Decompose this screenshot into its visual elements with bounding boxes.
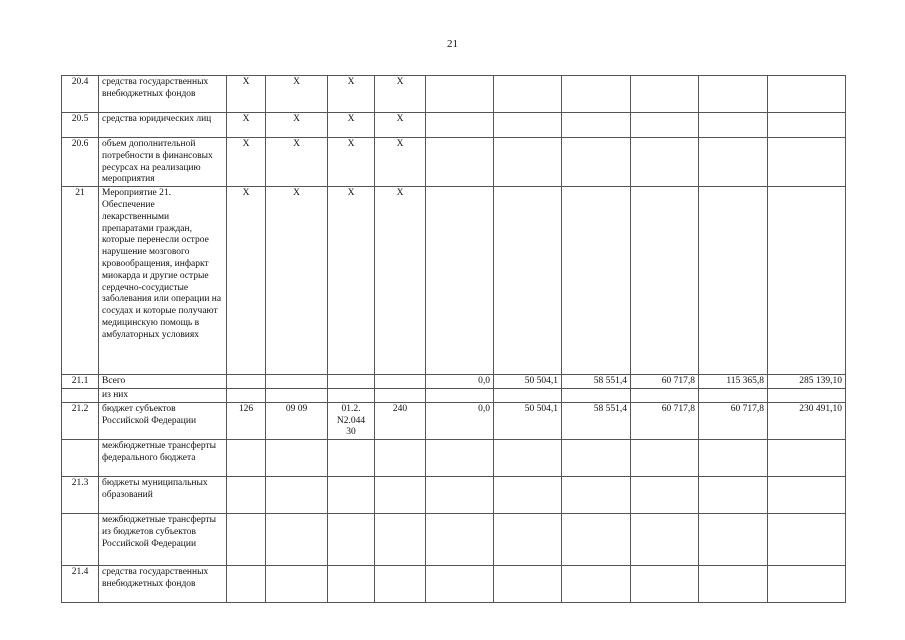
- page-number: 21: [447, 38, 458, 50]
- value-cell: [631, 566, 699, 603]
- code-cell: [227, 477, 266, 514]
- code-cell: [266, 477, 328, 514]
- value-cell: [631, 138, 699, 187]
- value-cell: [768, 187, 846, 375]
- table-row: [62, 187, 846, 375]
- row-number-cell: 20.5: [62, 113, 99, 138]
- table-row: [62, 388, 846, 402]
- table-row: [62, 113, 846, 138]
- value-cell: [494, 388, 562, 402]
- table-row: [62, 566, 846, 603]
- value-cell: [562, 514, 631, 566]
- value-cell: [699, 138, 768, 187]
- row-number-cell: [62, 440, 99, 477]
- table-row: [62, 440, 846, 477]
- code-cell: X: [266, 76, 328, 113]
- code-cell: [375, 375, 426, 389]
- code-cell: [375, 440, 426, 477]
- value-cell: [562, 187, 631, 375]
- value-cell: [631, 187, 699, 375]
- code-cell: X: [328, 113, 375, 138]
- row-name-cell: средства юридических лиц: [99, 113, 227, 138]
- code-cell: X: [328, 138, 375, 187]
- value-cell: [631, 388, 699, 402]
- code-cell: X: [375, 113, 426, 138]
- code-cell: [328, 388, 375, 402]
- table-row: [62, 514, 846, 566]
- value-cell: [699, 113, 768, 138]
- row-number-cell: [62, 514, 99, 566]
- value-cell: [699, 388, 768, 402]
- value-cell: [768, 514, 846, 566]
- code-cell: [328, 477, 375, 514]
- code-cell: [375, 477, 426, 514]
- value-cell: [426, 187, 494, 375]
- code-cell: X: [266, 113, 328, 138]
- code-cell: X: [266, 138, 328, 187]
- table-row: [62, 138, 846, 187]
- value-cell: [426, 477, 494, 514]
- value-cell: [494, 138, 562, 187]
- code-cell: X: [328, 76, 375, 113]
- value-cell: [426, 440, 494, 477]
- value-cell: [562, 138, 631, 187]
- code-cell: [227, 514, 266, 566]
- code-cell: [227, 440, 266, 477]
- row-name-cell: Мероприятие 21. Обеспечение лекарственными препаратами граждан, которые перенесли острое нарушение мозгового кровообращения, инфаркт миокарда и другие острые сердечно-сосудистые заболевания или операции на сосудах и которые получают медицинскую помощь в амбулаторных условиях: [99, 187, 227, 375]
- code-cell: [375, 388, 426, 402]
- row-name-cell: межбюджетные трансферты федерального бюджета: [99, 440, 227, 477]
- value-cell: [768, 113, 846, 138]
- value-cell: 60 717,8: [699, 402, 768, 439]
- row-number-cell: [62, 388, 99, 402]
- code-cell: X: [375, 187, 426, 375]
- value-cell: 285 139,10: [768, 375, 846, 389]
- table-row: [62, 375, 846, 389]
- value-cell: [562, 113, 631, 138]
- value-cell: [562, 477, 631, 514]
- code-cell: [227, 566, 266, 603]
- value-cell: [768, 566, 846, 603]
- value-cell: [426, 113, 494, 138]
- value-cell: [562, 388, 631, 402]
- value-cell: 60 717,8: [631, 402, 699, 439]
- code-cell: [227, 375, 266, 389]
- value-cell: [631, 113, 699, 138]
- code-cell: X: [227, 113, 266, 138]
- code-cell: [227, 388, 266, 402]
- row-number-cell: 21.2: [62, 402, 99, 439]
- value-cell: 50 504,1: [494, 375, 562, 389]
- value-cell: 0,0: [426, 402, 494, 439]
- value-cell: 58 551,4: [562, 375, 631, 389]
- value-cell: 115 365,8: [699, 375, 768, 389]
- value-cell: [768, 477, 846, 514]
- value-cell: [494, 440, 562, 477]
- row-name-cell: бюджет субъектов Российской Федерации: [99, 402, 227, 439]
- code-cell: [328, 566, 375, 603]
- code-cell: [328, 440, 375, 477]
- value-cell: [426, 566, 494, 603]
- code-cell: [375, 514, 426, 566]
- value-cell: [699, 76, 768, 113]
- value-cell: 50 504,1: [494, 402, 562, 439]
- row-number-cell: 21.3: [62, 477, 99, 514]
- code-cell: 240: [375, 402, 426, 439]
- value-cell: 230 491,10: [768, 402, 846, 439]
- row-number-cell: 20.4: [62, 76, 99, 113]
- code-cell: [266, 566, 328, 603]
- value-cell: [768, 388, 846, 402]
- code-cell: X: [328, 187, 375, 375]
- value-cell: [562, 440, 631, 477]
- value-cell: [494, 477, 562, 514]
- value-cell: [699, 566, 768, 603]
- row-number-cell: 21.4: [62, 566, 99, 603]
- row-number-cell: 21.1: [62, 375, 99, 389]
- code-cell: X: [266, 187, 328, 375]
- code-cell: [266, 388, 328, 402]
- value-cell: [562, 76, 631, 113]
- value-cell: [494, 113, 562, 138]
- value-cell: [631, 477, 699, 514]
- value-cell: [699, 440, 768, 477]
- value-cell: 58 551,4: [562, 402, 631, 439]
- value-cell: [494, 187, 562, 375]
- row-name-cell: средства государственных внебюджетных фондов: [99, 566, 227, 603]
- value-cell: 0,0: [426, 375, 494, 389]
- code-cell: [328, 514, 375, 566]
- value-cell: [426, 514, 494, 566]
- code-cell: 126: [227, 402, 266, 439]
- row-number-cell: 21: [62, 187, 99, 375]
- row-name-cell: бюджеты муниципальных образований: [99, 477, 227, 514]
- code-cell: 01.2. N2.044 30: [328, 402, 375, 439]
- code-cell: [266, 440, 328, 477]
- row-name-cell: межбюджетные трансферты из бюджетов субъектов Российской Федерации: [99, 514, 227, 566]
- value-cell: [426, 388, 494, 402]
- value-cell: [494, 76, 562, 113]
- code-cell: X: [375, 138, 426, 187]
- code-cell: [266, 375, 328, 389]
- row-name-cell: объем дополнительной потребности в финансовых ресурсах на реализацию мероприятия: [99, 138, 227, 187]
- row-number-cell: 20.6: [62, 138, 99, 187]
- value-cell: [494, 514, 562, 566]
- code-cell: [328, 375, 375, 389]
- code-cell: 09 09: [266, 402, 328, 439]
- value-cell: [699, 187, 768, 375]
- row-name-cell: из них: [99, 388, 227, 402]
- value-cell: [768, 440, 846, 477]
- table-row: [62, 402, 846, 439]
- value-cell: [426, 76, 494, 113]
- code-cell: [266, 514, 328, 566]
- value-cell: [768, 76, 846, 113]
- value-cell: [699, 514, 768, 566]
- code-cell: X: [227, 138, 266, 187]
- value-cell: 60 717,8: [631, 375, 699, 389]
- table-row: [62, 477, 846, 514]
- row-name-cell: Всего: [99, 375, 227, 389]
- table-row: [62, 76, 846, 113]
- code-cell: [375, 566, 426, 603]
- value-cell: [426, 138, 494, 187]
- value-cell: [631, 514, 699, 566]
- value-cell: [494, 566, 562, 603]
- budget-table: [61, 75, 846, 603]
- value-cell: [562, 566, 631, 603]
- value-cell: [631, 76, 699, 113]
- code-cell: X: [227, 187, 266, 375]
- code-cell: X: [227, 76, 266, 113]
- row-name-cell: средства государственных внебюджетных фондов: [99, 76, 227, 113]
- value-cell: [768, 138, 846, 187]
- value-cell: [631, 440, 699, 477]
- value-cell: [699, 477, 768, 514]
- code-cell: X: [375, 76, 426, 113]
